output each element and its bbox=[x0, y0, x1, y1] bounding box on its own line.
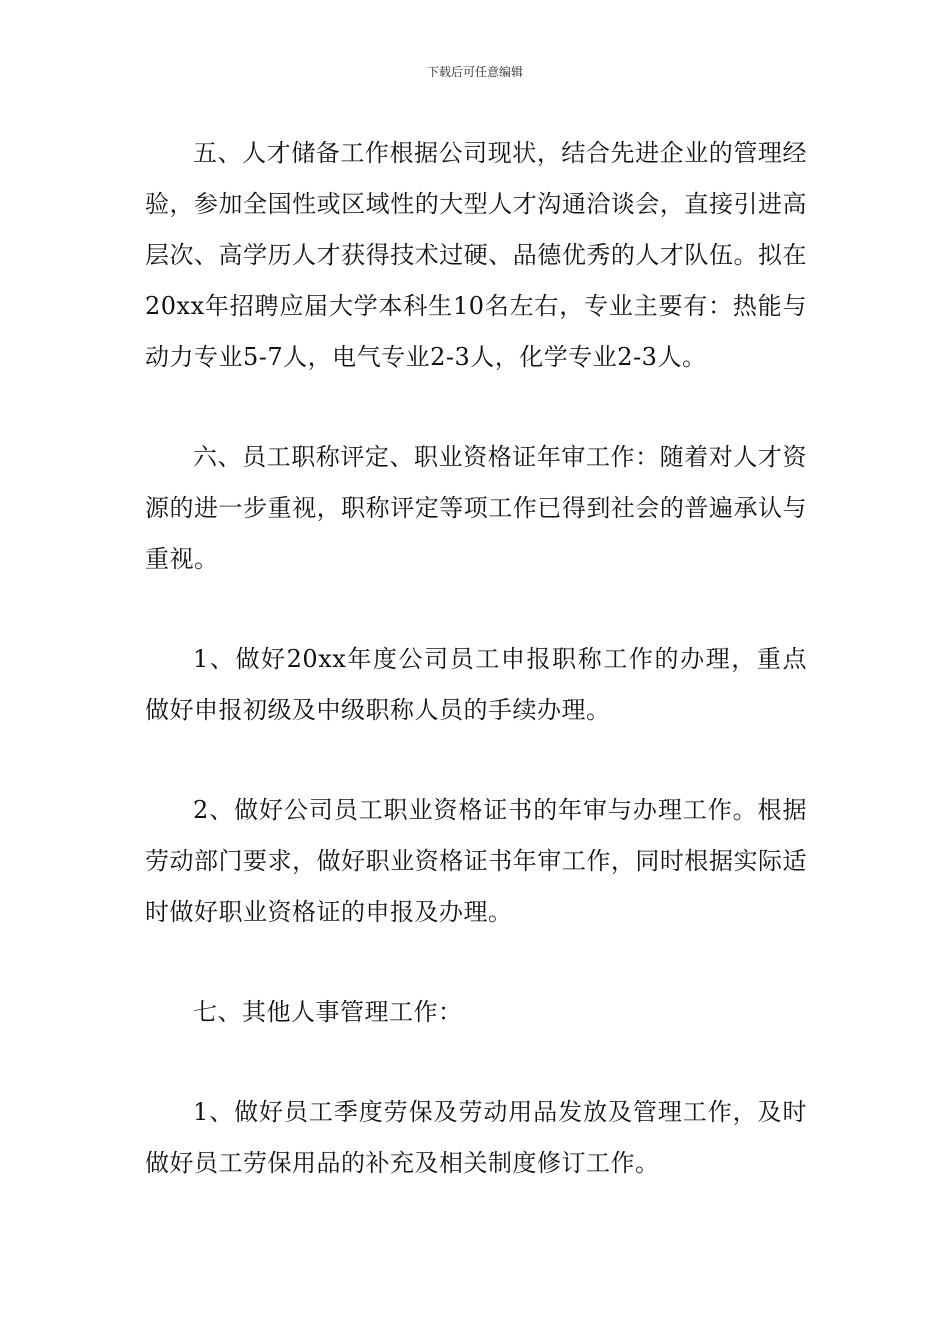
paragraph-title-application: 1、做好20xx年度公司员工申报职称工作的办理，重点做好申报初级及中级职称人员的手续办理。 bbox=[145, 645, 807, 724]
paragraph-other-hr-work: 七、其他人事管理工作： bbox=[193, 998, 463, 1026]
paragraph-spacer bbox=[145, 585, 807, 634]
page-header: 下载后可任意编辑 bbox=[426, 65, 523, 79]
paragraph-certificate-review: 2、做好公司员工职业资格证书的年审与办理工作。根据劳动部门要求，做好职业资格证书年审工作，同时根据实际适时做好职业资格证的申报及办理。 bbox=[145, 796, 807, 926]
document-body bbox=[145, 128, 807, 1189]
paragraph-title-evaluation: 六、员工职称评定、职业资格证年审工作：随着对人才资源的进一步重视，职称评定等项工作已得到社会的普遍承认与重视。 bbox=[145, 443, 807, 573]
paragraph-labor-protection: 1、做好员工季度劳保及劳动用品发放及管理工作，及时做好员工劳保用品的补充及相关制度修订工作。 bbox=[145, 1098, 807, 1177]
paragraph-spacer bbox=[145, 383, 807, 432]
paragraph-talent-reserve: 五、人才储备工作根据公司现状，结合先进企业的管理经验，参加全国性或区域性的大型人才沟通洽谈会，直接引进高层次、高学历人才获得技术过硬、品德优秀的人才队伍。拟在20xx年招聘应届大学本科生10名左右，专业主要有：热能与动力专业5-7人，电气专业2-3人，化学专业2-3人。 bbox=[145, 139, 807, 371]
paragraph-spacer bbox=[145, 736, 807, 785]
paragraph-spacer bbox=[145, 1038, 807, 1087]
paragraph-spacer bbox=[145, 938, 807, 987]
